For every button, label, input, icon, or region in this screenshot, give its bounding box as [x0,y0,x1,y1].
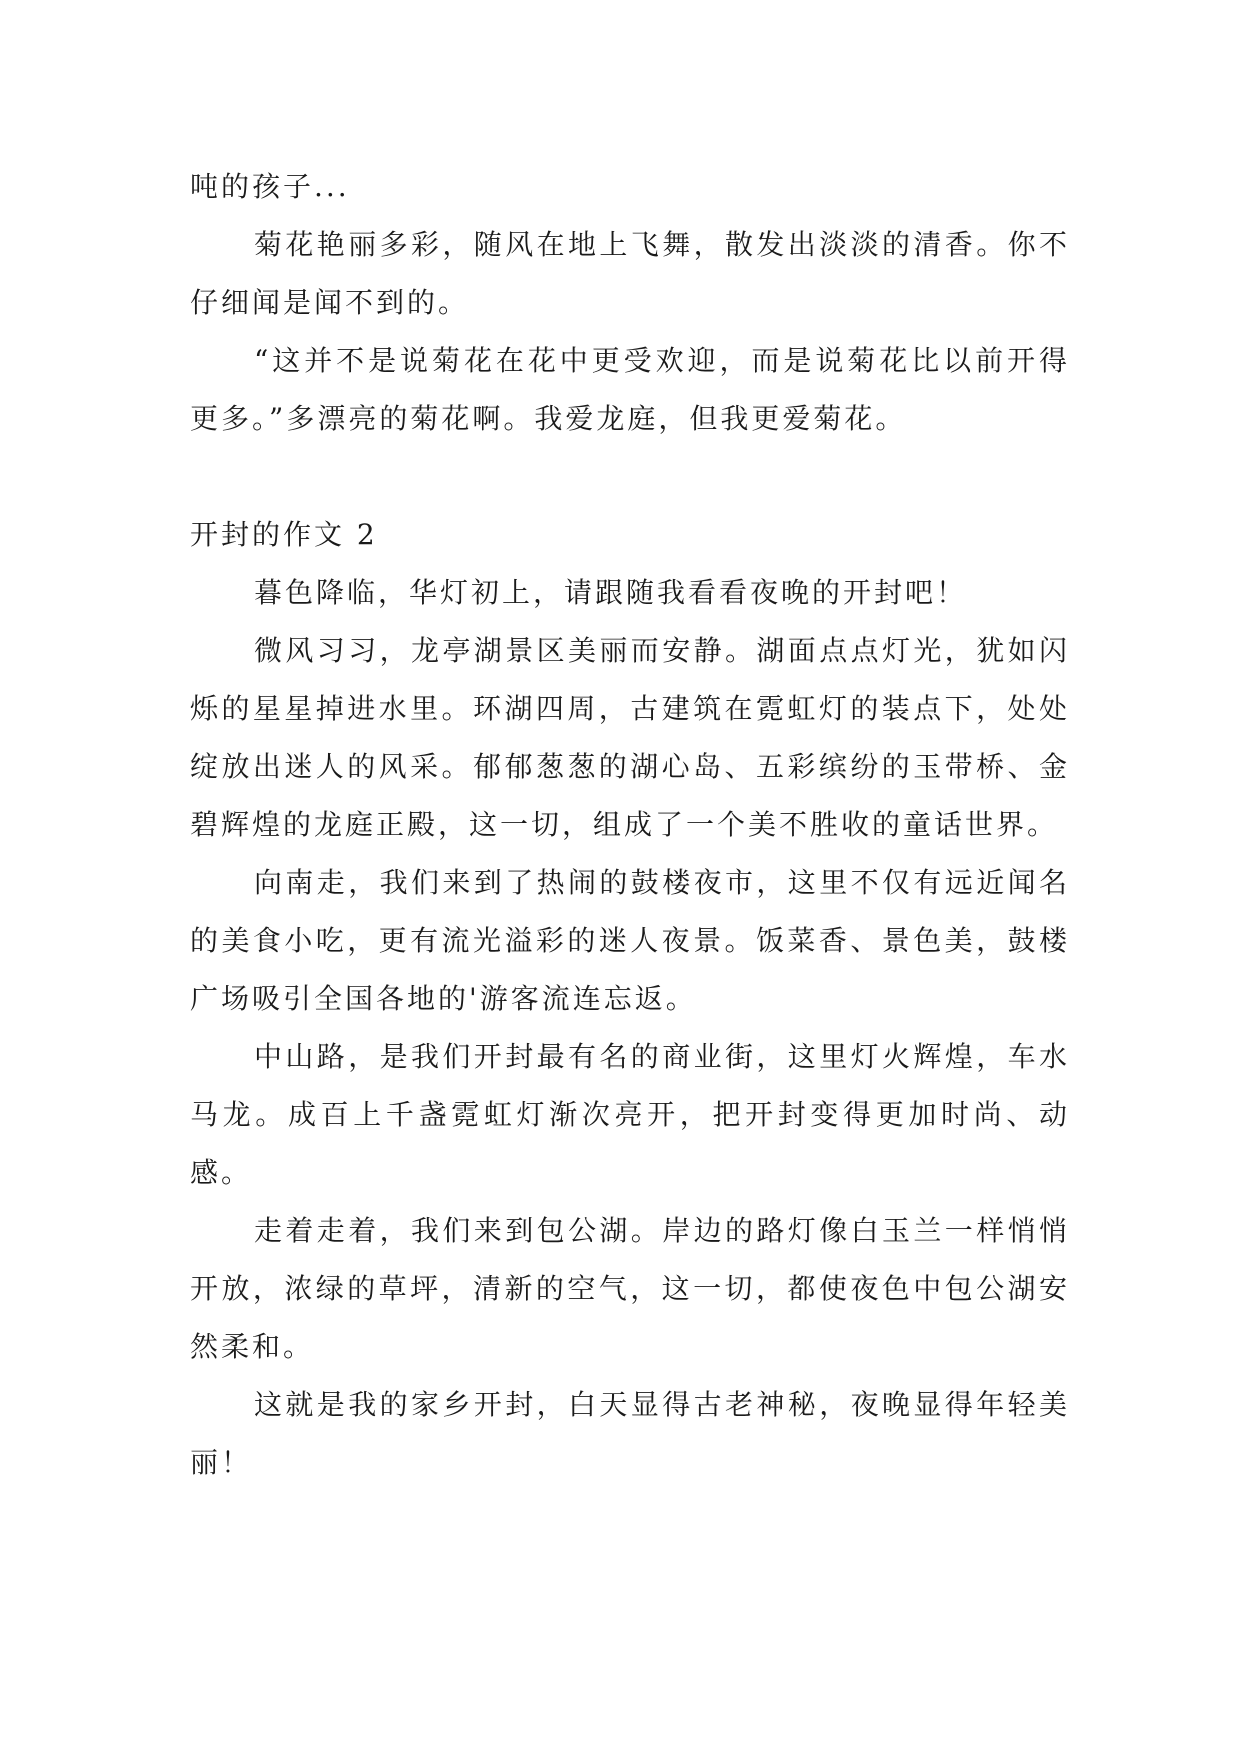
section-spacer [190,448,1070,506]
paragraph-conclusion: 这就是我的家乡开封，白天显得古老神秘，夜晚显得年轻美丽！ [190,1388,1070,1479]
paragraph-quote: “这并不是说菊花在花中更受欢迎，而是说菊花比以前开得更多。”多漂亮的菊花啊。我爱龙庭，但我更爱菊花。 [190,344,1070,435]
paragraph-chrysanthemum: 菊花艳丽多彩，随风在地上飞舞，散发出淡淡的清香。你不仔细闻是闻不到的。 [190,228,1070,319]
paragraph-zhongshan-road: 中山路，是我们开封最有名的商业街，这里灯火辉煌，车水马龙。成百上千盏霓虹灯渐次亮开，把开封变得更加时尚、动感。 [190,1040,1070,1189]
paragraph-intro: 暮色降临，华灯初上，请跟随我看看夜晚的开封吧！ [254,576,968,609]
paragraph-baogong-lake: 走着走着，我们来到包公湖。岸边的路灯像白玉兰一样悄悄开放，浓绿的草坪，清新的空气，这一切，都使夜色中包公湖安然柔和。 [190,1214,1070,1363]
essay-heading: 开封的作文 2 [190,518,378,551]
document-page [190,158,1070,1492]
continuation-text: 吨的孩子... [190,170,350,203]
paragraph-longting-lake: 微风习习，龙亭湖景区美丽而安静。湖面点点灯光，犹如闪烁的星星掉进水里。环湖四周，古建筑在霓虹灯的装点下，处处绽放出迷人的风采。郁郁葱葱的湖心岛、五彩缤纷的玉带桥、金碧辉煌的龙庭正殿，这一切，组成了一个美不胜收的童话世界。 [190,634,1070,841]
paragraph-drum-tower: 向南走，我们来到了热闹的鼓楼夜市，这里不仅有远近闻名的美食小吃，更有流光溢彩的迷人夜景。饭菜香、景色美，鼓楼广场吸引全国各地的'游客流连忘返。 [190,866,1070,1015]
